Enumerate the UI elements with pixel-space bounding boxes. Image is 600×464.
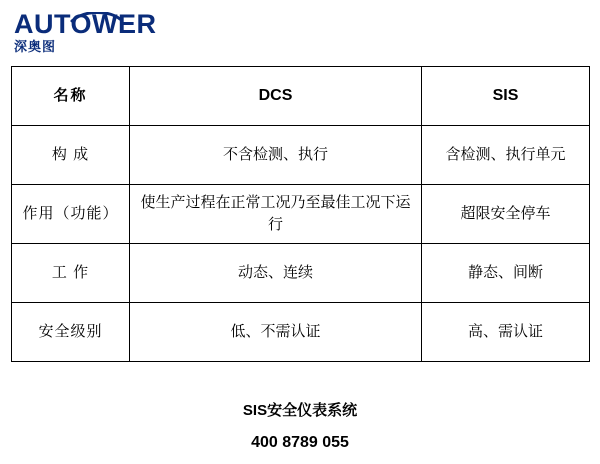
row-label-composition: 构 成 <box>12 126 130 185</box>
company-logo <box>14 10 194 58</box>
column-header-sis: SIS <box>422 67 590 126</box>
table-header-row <box>12 67 590 126</box>
logo-wordmark: AUTOWER <box>14 9 157 39</box>
column-header-dcs: DCS <box>130 67 422 126</box>
row-label-operation: 工 作 <box>12 244 130 303</box>
cell-sis-safety-level: 高、需认证 <box>422 303 590 362</box>
cell-dcs-composition: 不含检测、执行 <box>130 126 422 185</box>
footer <box>0 398 600 456</box>
logo-chinese-name: 深奥图 <box>14 39 57 54</box>
table-row <box>12 185 590 244</box>
footer-phone: 400 8789 055 <box>251 434 349 451</box>
table-row <box>12 244 590 303</box>
row-label-function: 作用（功能） <box>12 185 130 244</box>
dcs-sis-comparison-table <box>11 66 590 362</box>
swoosh-icon <box>70 12 122 24</box>
cell-sis-operation: 静态、间断 <box>422 244 590 303</box>
footer-title: SIS安全仪表系统 <box>242 402 358 419</box>
cell-dcs-safety-level: 低、不需认证 <box>130 303 422 362</box>
table-row <box>12 303 590 362</box>
cell-sis-function: 超限安全停车 <box>422 185 590 244</box>
column-header-name: 名称 <box>12 67 130 126</box>
cell-dcs-function: 使生产过程在正常工况乃至最佳工况下运行 <box>130 185 422 244</box>
comparison-table-container <box>11 66 589 362</box>
cell-dcs-operation: 动态、连续 <box>130 244 422 303</box>
table-row <box>12 126 590 185</box>
row-label-safety-level: 安全级别 <box>12 303 130 362</box>
cell-sis-composition: 含检测、执行单元 <box>422 126 590 185</box>
